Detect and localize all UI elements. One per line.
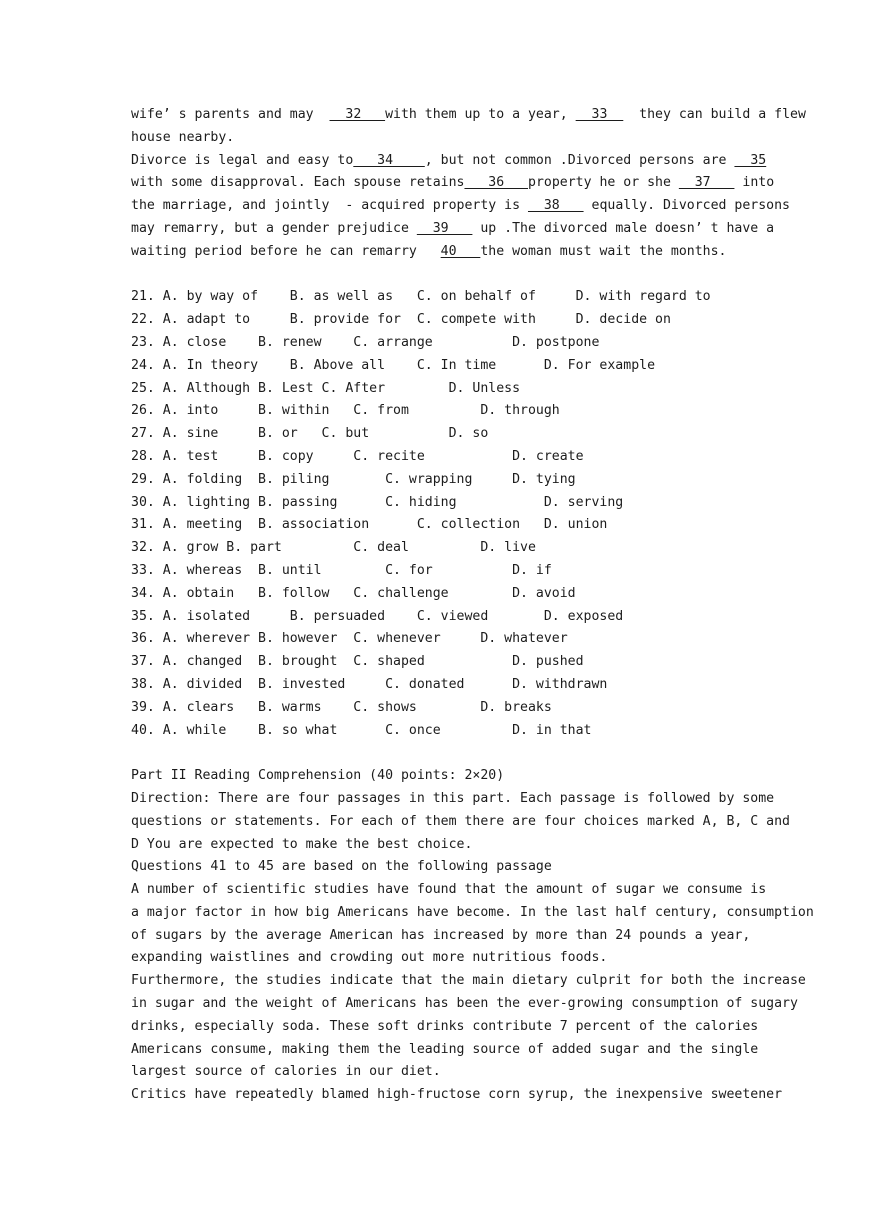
option-line: 21. A. by way of B. as well as C. on behalf of D. with regard to	[131, 289, 711, 305]
blank: 34	[353, 152, 425, 168]
passage-text: , but not common .Divorced persons are	[424, 152, 735, 168]
passage-line	[131, 127, 741, 150]
passage-line	[131, 104, 806, 127]
spacer	[131, 742, 741, 765]
passage-text: into	[734, 175, 775, 191]
option-line: 33. A. whereas B. until C. for D. if	[131, 562, 552, 578]
passage-text: Divorce is legal and easy to	[131, 152, 354, 168]
reading-line: D You are expected to make the best choice.	[131, 836, 473, 852]
passage-text: equally. Divorced persons	[583, 198, 790, 214]
passage-text: with them up to a year,	[385, 107, 576, 122]
option-line: 40. A. while B. so what C. once D. in that	[131, 722, 592, 738]
cloze-passage	[131, 104, 806, 264]
passage-line	[131, 172, 775, 195]
reading-line: Critics have repeatedly blamed high-fructose corn syrup, the inexpensive sweetener	[131, 1087, 783, 1103]
option-line: 37. A. changed B. brought C. shaped D. pushed	[131, 654, 584, 670]
option-line: 38. A. divided B. invested C. donated D. withdrawn	[131, 676, 608, 692]
option-line: 29. A. folding B. piling C. wrapping D. tying	[131, 471, 576, 487]
blank: 35	[734, 152, 767, 168]
reading-line: largest source of calories in our diet.	[131, 1064, 441, 1080]
blank: 36	[464, 175, 528, 191]
blank: 40	[440, 243, 481, 259]
passage-line	[131, 241, 741, 264]
reading-line: questions or statements. For each of them there are four choices marked A, B, C and	[131, 813, 790, 829]
reading-line: Furthermore, the studies indicate that the main dietary culprit for both the increase	[131, 973, 806, 989]
answer-options	[131, 286, 741, 742]
document-page	[131, 104, 814, 1107]
reading-line: A number of scientific studies have found that the amount of sugar we consume is	[131, 882, 767, 898]
reading-line: Direction: There are four passages in this part. Each passage is followed by some	[131, 790, 775, 806]
passage-text: waiting period before he can remarry	[131, 243, 441, 259]
reading-line: drinks, especially soda. These soft drinks contribute 7 percent of the calories	[131, 1018, 759, 1034]
reading-line: Americans consume, making them the leading source of added sugar and the single	[131, 1041, 759, 1057]
passage-line	[131, 218, 775, 241]
option-line: 39. A. clears B. warms C. shows D. breaks	[131, 699, 552, 715]
passage-text: the woman must wait the months.	[480, 243, 727, 259]
option-line: 32. A. grow B. part C. deal D. live	[131, 540, 536, 556]
blank: 32	[329, 107, 386, 122]
passage-line	[131, 150, 767, 173]
option-line: 30. A. lighting B. passing C. hiding D. serving	[131, 494, 624, 510]
passage-text: they can build a flew	[623, 107, 806, 122]
reading-line: a major factor in how big Americans have become. In the last half century, consumption	[131, 904, 814, 920]
blank: 33	[575, 107, 624, 122]
reading-line: of sugars by the average American has increased by more than 24 pounds a year,	[131, 927, 751, 943]
blank: 38	[527, 198, 584, 214]
reading-line: expanding waistlines and crowding out more nutritious foods.	[131, 950, 608, 966]
reading-line: Questions 41 to 45 are based on the following passage	[131, 859, 552, 875]
blank: 39	[416, 220, 473, 236]
passage-text: property he or she	[528, 175, 679, 191]
option-line: 31. A. meeting B. association C. collection D. union	[131, 517, 608, 533]
section-heading: Part II Reading Comprehension (40 points: 2×20)	[131, 768, 505, 784]
passage-line	[131, 195, 790, 218]
option-line: 34. A. obtain B. follow C. challenge D. avoid	[131, 585, 576, 601]
reading-line: in sugar and the weight of Americans has been the ever-growing consumption of sugary	[131, 996, 798, 1012]
option-line: 22. A. adapt to B. provide for C. compete with D. decide on	[131, 312, 671, 328]
option-line: 24. A. In theory B. Above all C. In time D. For example	[131, 357, 656, 373]
option-line: 36. A. wherever B. however C. whenever D. whatever	[131, 631, 568, 647]
passage-text: the marriage, and jointly - acquired property is	[131, 198, 528, 214]
reading-section	[131, 765, 814, 1107]
option-line: 35. A. isolated B. persuaded C. viewed D. exposed	[131, 608, 624, 624]
option-line: 25. A. Although B. Lest C. After D. Unless	[131, 380, 521, 396]
passage-text: may remarry, but a gender prejudice	[131, 220, 417, 236]
option-line: 26. A. into B. within C. from D. through	[131, 403, 560, 419]
passage-text: up .The divorced male doesn’ t have a	[472, 220, 775, 236]
option-line: 28. A. test B. copy C. recite D. create	[131, 448, 584, 464]
passage-text: house nearby.	[131, 129, 235, 145]
spacer	[131, 264, 741, 287]
passage-text: with some disapproval. Each spouse retains	[131, 175, 465, 191]
passage-text: wife’ s parents and may	[131, 107, 330, 122]
blank: 37	[678, 175, 735, 191]
option-line: 27. A. sine B. or C. but D. so	[131, 426, 489, 442]
option-line: 23. A. close B. renew C. arrange D. postpone	[131, 334, 600, 350]
